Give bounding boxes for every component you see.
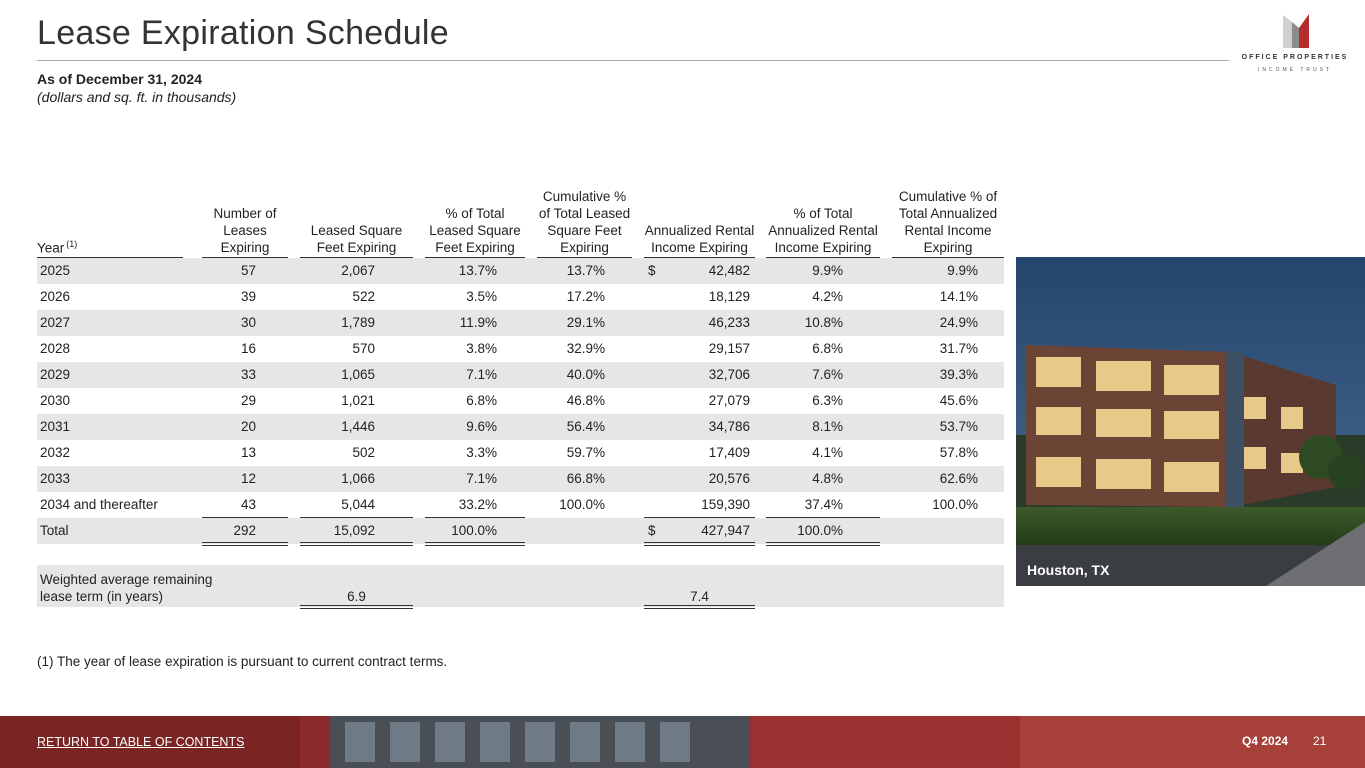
total-leases: 292 (233, 523, 256, 538)
cell-pct-sqft: 3.3% (466, 445, 497, 460)
cell-leases: 57 (240, 263, 256, 278)
cell-leases: 43 (240, 497, 256, 512)
cell-income: 18,129 (708, 289, 750, 304)
cell-income: 32,706 (708, 367, 750, 382)
cell-year: 2027 (40, 315, 71, 330)
column-header-label: % of Total Annualized Rental Income Expiring (768, 206, 878, 255)
cell-pct-income: 4.8% (812, 471, 843, 486)
cell-leases: 33 (240, 367, 256, 382)
row-band (37, 414, 1004, 440)
total-double-rule (300, 542, 413, 546)
cell-cum-pct-sqft: 29.1% (566, 315, 605, 330)
weighted-sqft-double-rule (300, 605, 413, 609)
title-divider (37, 60, 1229, 61)
cell-income: 159,390 (701, 497, 750, 512)
column-header-income (644, 222, 755, 256)
total-label: Total (40, 523, 69, 538)
column-header-sqft (300, 222, 413, 256)
column-header-label: Cumulative % of Total Annualized Rental Income Expiring (898, 189, 998, 255)
cell-cum-pct-income: 62.6% (939, 471, 978, 486)
cell-pct-income: 37.4% (804, 497, 843, 512)
footnote-marker: (1) (66, 238, 78, 249)
row-band (37, 310, 1004, 336)
cell-cum-pct-income: 39.3% (939, 367, 978, 382)
column-header-label: Number of Leases Expiring (213, 206, 277, 255)
cell-pct-sqft: 3.8% (466, 341, 497, 356)
as-of-date: As of December 31, 2024 (37, 71, 202, 87)
column-header-leases (202, 205, 288, 256)
total-sqft: 15,092 (333, 523, 375, 538)
cell-income: 20,576 (708, 471, 750, 486)
cell-year: 2032 (40, 445, 71, 460)
column-header-cum-pct-sqft (537, 188, 632, 256)
cell-cum-pct-income: 24.9% (939, 315, 978, 330)
row-band (37, 258, 1004, 284)
cell-sqft: 1,065 (341, 367, 375, 382)
cell-cum-pct-sqft: 17.2% (566, 289, 605, 304)
cell-leases: 20 (240, 419, 256, 434)
footer-banner (0, 716, 1365, 768)
cell-pct-sqft: 7.1% (466, 471, 497, 486)
cell-sqft: 1,789 (341, 315, 375, 330)
cell-income: 42,482 (708, 263, 750, 278)
column-header-year (37, 236, 183, 257)
cell-year: 2031 (40, 419, 71, 434)
cell-cum-pct-income: 57.8% (939, 445, 978, 460)
cell-pct-income: 4.2% (812, 289, 843, 304)
column-header-cum-pct-income (892, 188, 1004, 256)
cell-sqft: 570 (352, 341, 375, 356)
cell-year: 2034 and thereafter (40, 497, 158, 512)
cell-leases: 39 (240, 289, 256, 304)
page-title: Lease Expiration Schedule (37, 14, 449, 52)
cell-cum-pct-income: 100.0% (932, 497, 978, 512)
cell-sqft: 522 (352, 289, 375, 304)
cell-pct-income: 8.1% (812, 419, 843, 434)
cell-sqft: 1,021 (341, 393, 375, 408)
cell-cum-pct-income: 31.7% (939, 341, 978, 356)
cell-leases: 29 (240, 393, 256, 408)
cell-leases: 13 (240, 445, 256, 460)
cell-pct-sqft: 11.9% (459, 315, 497, 330)
column-header-label: Year (37, 240, 65, 255)
return-to-toc-link[interactable]: RETURN TO TABLE OF CONTENTS (37, 735, 245, 749)
cell-cum-pct-income: 53.7% (939, 419, 978, 434)
weighted-average-income-term: 7.4 (690, 589, 709, 604)
cell-pct-income: 10.8% (804, 315, 843, 330)
cell-cum-pct-income: 9.9% (947, 263, 978, 278)
cell-leases: 30 (240, 315, 256, 330)
cell-cum-pct-sqft: 32.9% (566, 341, 605, 356)
total-double-rule (766, 542, 880, 546)
row-band (37, 466, 1004, 492)
cell-year: 2026 (40, 289, 71, 304)
cell-cum-pct-income: 14.1% (939, 289, 978, 304)
weighted-income-double-rule (644, 605, 755, 609)
cell-cum-pct-sqft: 46.8% (566, 393, 605, 408)
cell-cum-pct-sqft: 13.7% (566, 263, 605, 278)
column-header-label: % of Total Leased Square Feet Expiring (429, 206, 521, 255)
cell-sqft: 1,446 (341, 419, 375, 434)
cell-income: 34,786 (708, 419, 750, 434)
cell-sqft: 5,044 (341, 497, 375, 512)
column-header-label: Leased Square Feet Expiring (310, 223, 403, 255)
cell-sqft: 2,067 (341, 263, 375, 278)
cell-cum-pct-sqft: 66.8% (566, 471, 605, 486)
weighted-average-sqft-term: 6.9 (347, 589, 366, 604)
cell-cum-pct-sqft: 56.4% (566, 419, 605, 434)
column-header-label: Annualized Rental Income Expiring (644, 223, 755, 255)
total-double-rule (202, 542, 288, 546)
cell-pct-sqft: 3.5% (466, 289, 497, 304)
units-note: (dollars and sq. ft. in thousands) (37, 89, 237, 105)
cell-pct-income: 6.3% (812, 393, 843, 408)
logo-name: OFFICE PROPERTIES (1241, 54, 1349, 61)
cell-year: 2028 (40, 341, 71, 356)
currency-symbol-total: $ (648, 523, 656, 538)
cell-income: 46,233 (708, 315, 750, 330)
cell-year: 2029 (40, 367, 71, 382)
cell-income: 27,079 (708, 393, 750, 408)
cell-year: 2025 (40, 263, 71, 278)
office-building-image (1016, 257, 1365, 586)
cell-pct-sqft: 9.6% (466, 419, 497, 434)
cell-cum-pct-sqft: 40.0% (566, 367, 605, 382)
building-photo (1016, 257, 1365, 586)
cell-pct-sqft: 33.2% (458, 497, 497, 512)
cell-cum-pct-sqft: 59.7% (566, 445, 605, 460)
footnote: (1) The year of lease expiration is pursuant to current contract terms. (37, 654, 448, 669)
row-band-total (37, 518, 1004, 544)
logo-mark-icon (1283, 12, 1309, 48)
cell-pct-sqft: 13.7% (458, 263, 497, 278)
photo-caption: Houston, TX (1027, 562, 1110, 578)
quarter-label: Q4 2024 (1242, 734, 1289, 748)
total-double-rule (425, 542, 525, 546)
cell-pct-income: 7.6% (812, 367, 843, 382)
cell-income: 29,157 (708, 341, 750, 356)
logo-subtitle: INCOME TRUST (1258, 67, 1332, 73)
row-band (37, 362, 1004, 388)
total-income: 427,947 (701, 523, 750, 538)
cell-sqft: 1,066 (341, 471, 375, 486)
currency-symbol: $ (648, 263, 656, 278)
cell-pct-income: 4.1% (812, 445, 843, 460)
cell-year: 2033 (40, 471, 71, 486)
cell-pct-sqft: 7.1% (466, 367, 497, 382)
total-double-rule (644, 542, 755, 546)
column-header-pct-sqft (425, 205, 525, 256)
weighted-average-label-line2: lease term (in years) (40, 589, 164, 604)
page-number: 21 (1313, 734, 1327, 748)
total-pct-sqft: 100.0% (451, 523, 497, 538)
cell-year: 2030 (40, 393, 71, 408)
company-logo (1240, 12, 1350, 76)
cell-leases: 12 (240, 471, 256, 486)
column-header-pct-income (766, 205, 880, 256)
cell-pct-income: 9.9% (812, 263, 843, 278)
cell-pct-income: 6.8% (812, 341, 843, 356)
cell-pct-sqft: 6.8% (466, 393, 497, 408)
column-header-label: Cumulative % of Total Leased Square Feet Expiring (538, 189, 631, 255)
cell-cum-pct-sqft: 100.0% (559, 497, 605, 512)
cell-sqft: 502 (352, 445, 375, 460)
weighted-average-label-line1: Weighted average remaining (40, 572, 213, 587)
cell-leases: 16 (240, 341, 256, 356)
cell-cum-pct-income: 45.6% (939, 393, 978, 408)
cell-income: 17,409 (708, 445, 750, 460)
total-pct-income: 100.0% (797, 523, 843, 538)
